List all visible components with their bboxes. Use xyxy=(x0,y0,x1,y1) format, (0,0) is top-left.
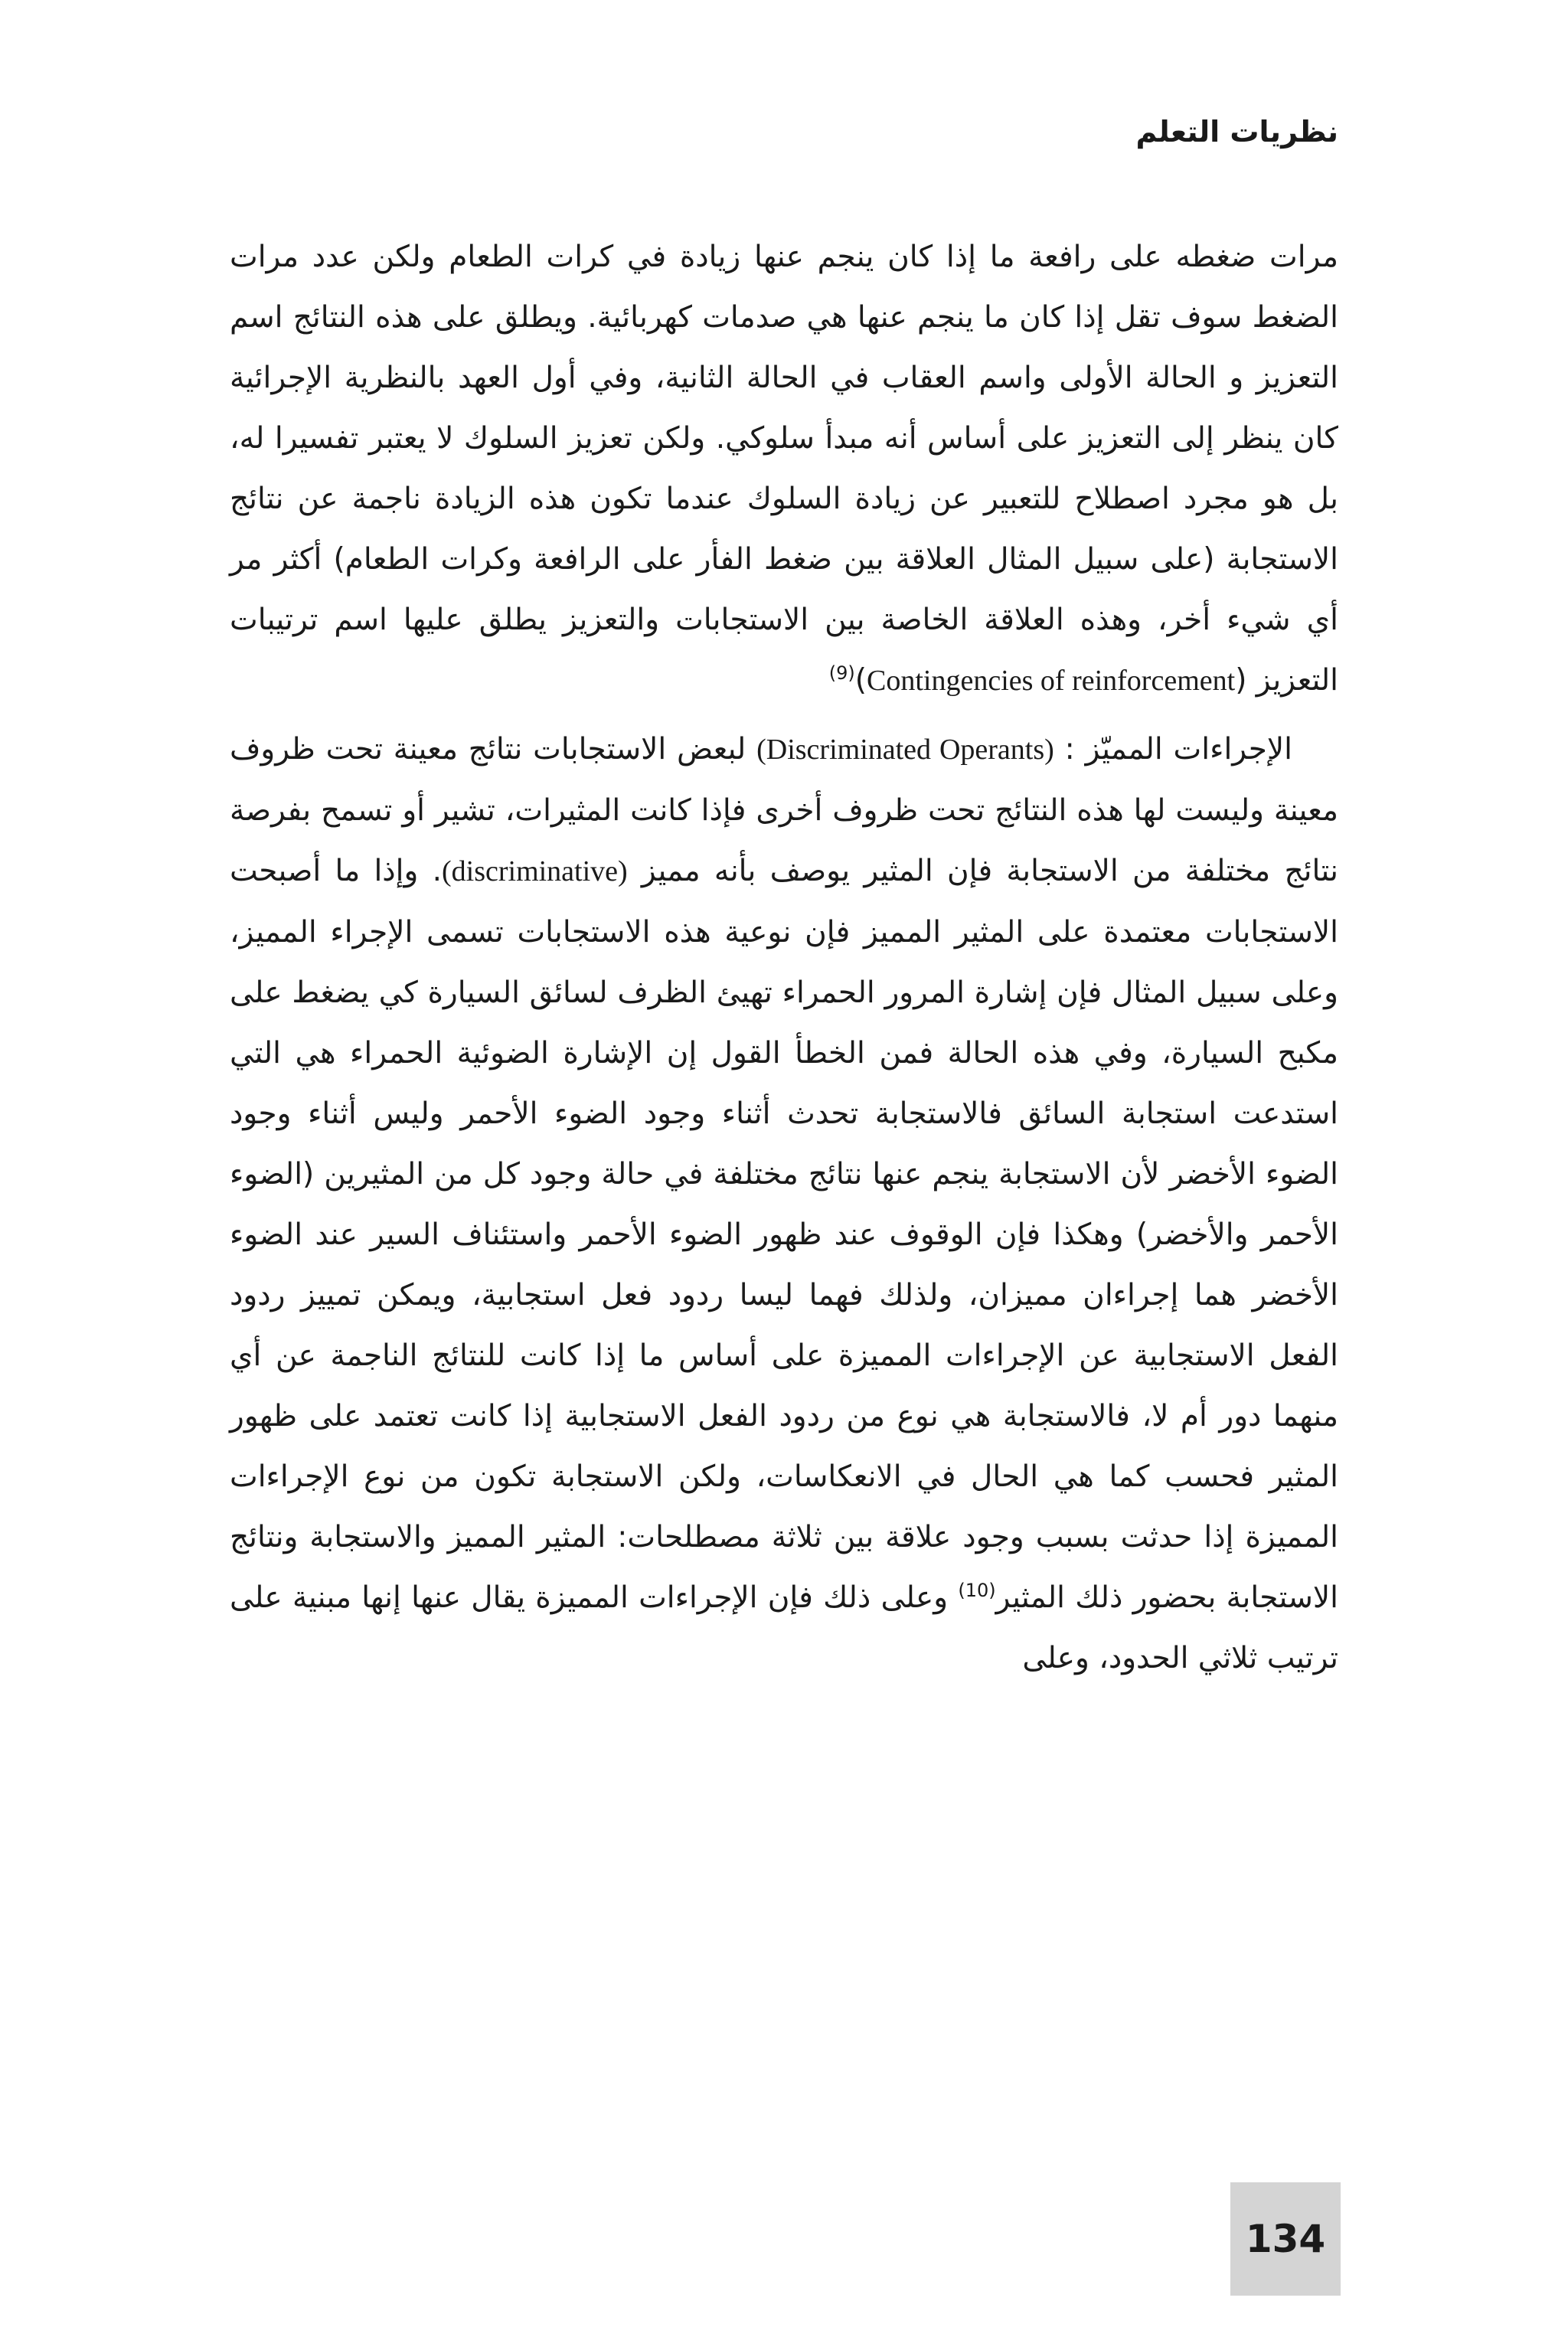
paragraph-1-close: ) xyxy=(854,663,867,698)
paragraph-2-part-1: الإجراءات المميّز : xyxy=(1064,732,1292,766)
paragraph-2-part-2: لبعض الاستجابات نتائج معينة تحت ظروف معينة وليست لها هذه النتائج تحت ظروف أخرى فإذا كانت المثيرات، تشير أو تسمح بفرصة نتائج مختلفة من الاستجابة فإن المثير يوصف بأنه مميز xyxy=(230,732,1338,888)
body-text xyxy=(230,227,1338,1688)
page-number-box xyxy=(1230,2182,1341,2296)
paragraph-1-term: Contingencies of reinforcement xyxy=(867,665,1236,697)
paragraph-2-part-3: . وإذا ما أصبحت الاستجابات معتمدة على المثير المميز فإن نوعية هذه الاستجابات تسمى الإجراء المميز، وعلى سبيل المثال فإن إشارة المرور الحمراء تهيئ الظرف لسائق السيارة كي يضغط على مكبح السيارة، وفي هذه الحالة فمن الخطأ القول إن الإشارة الضوئية الحمراء هي التي استدعت استجابة السائق فالاستجابة تحدث أثناء وجود الضوء الأحمر وليس أثناء وجود الضوء الأخضر لأن الاستجابة ينجم عنها نتائج مختلفة في حالة وجود كل من المثيرين (الضوء الأحمر والأخضر) وهكذا فإن الوقوف عند ظهور الضوء الأحمر واستئناف السير عند الضوء الأخضر هما إجراءان مميزان، ولذلك فهما ليسا ردود فعل استجابية، ويمكن تمييز ردود الفعل الاستجابية عن الإجراءات المميزة على أساس ما إذا كانت للنتائج الناجمة عن أي منهما دور أم لا، فالاستجابة هي نوع من ردود الفعل الاستجابية إذا كانت تعتمد على ظهور المثير فحسب كما هي الحال في الانعكاسات، ولكن الاستجابة تكون من نوع الإجراءات المميزة إذا حدثت بسبب وجود علاقة بين ثلاثة مصطلحات: المثير المميز والاستجابة ونتائج الاستجابة بحضور ذلك المثير xyxy=(230,854,1338,1615)
paragraph-2 xyxy=(230,719,1338,1688)
page-number: 134 xyxy=(1245,2217,1326,2261)
paragraph-1 xyxy=(230,227,1338,711)
paragraph-2-term-2: (discriminative) xyxy=(441,855,628,887)
paragraph-1-text: مرات ضغطه على رافعة ما إذا كان ينجم عنها زيادة في كرات الطعام ولكن عدد مرات الضغط سوف تقل إذا كان ما ينجم عنها هي صدمات كهربائية. ويطلق على هذه النتائج اسم التعزيز و الحالة الأولى واسم العقاب في الحالة الثانية، وفي أول العهد بالنظرية الإجرائية كان ينظر إلى التعزيز على أساس أنه مبدأ سلوكي. ولكن تعزيز السلوك لا يعتبر تفسيرا له، بل هو مجرد اصطلاح للتعبير عن زيادة السلوك عندما تكون هذه الزيادة ناجمة عن نتائج الاستجابة (على سبيل المثال العلاقة بين ضغط الفأر على الرافعة وكرات الطعام) أكثر مر أي شيء أخر، وهذه العلاقة الخاصة بين الاستجابات والتعزيز يطلق عليها اسم ترتيبات التعزيز ( xyxy=(230,240,1338,698)
paragraph-2-term-1: (Discriminated Operants) xyxy=(756,734,1054,766)
footnote-10: (10) xyxy=(958,1580,996,1601)
footnote-9: (9) xyxy=(828,662,855,684)
running-header: نظريات التعلم xyxy=(1135,115,1338,149)
paragraph-2-part-4: وعلى ذلك فإن الإجراءات المميزة يقال عنها إنها مبنية على ترتيب ثلاثي الحدود، وعلى xyxy=(230,1580,1338,1675)
